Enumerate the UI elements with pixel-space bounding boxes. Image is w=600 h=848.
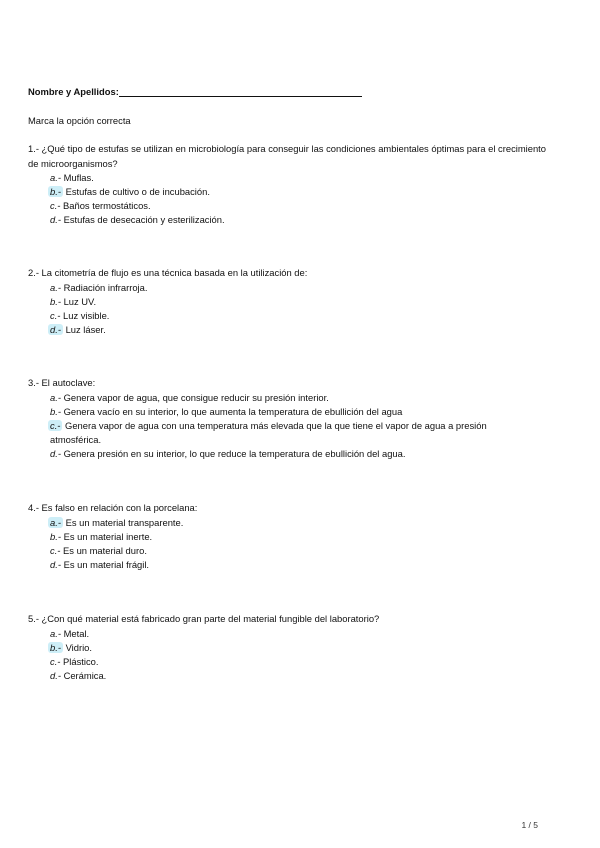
question-text: 3.- El autoclave: — [28, 377, 96, 388]
instruction-text: Marca la opción correcta — [28, 115, 131, 126]
question-text: 2.- La citometría de flujo es una técnica basada en la utilización de: — [28, 267, 308, 278]
options-list — [50, 171, 558, 227]
option-b-marked — [50, 641, 558, 655]
option-letter: a.- — [50, 391, 61, 403]
option-text: Estufas de desecación y esterilización. — [63, 214, 225, 226]
option-text: Estufas de cultivo o de incubación. — [65, 186, 210, 198]
option-letter: c.- — [50, 309, 61, 321]
option-text: Es un material duro. — [63, 544, 147, 556]
question-text: 4.- Es falso en relación con la porcelana: — [28, 502, 198, 513]
option-letter: a.- — [50, 516, 61, 528]
question-text: 1.- ¿Qué tipo de estufas se utilizan en microbiología para conseguir las condiciones ambientales óptimas para el crecimiento de microorganismos? — [28, 143, 546, 169]
option-text: Cerámica. — [63, 669, 107, 681]
question-4 — [28, 501, 558, 572]
option-d — [50, 447, 558, 461]
option-d — [50, 669, 558, 683]
option-letter: d.- — [50, 323, 61, 335]
option-c — [50, 309, 558, 323]
option-a-marked — [50, 516, 558, 530]
option-d — [50, 558, 558, 572]
option-letter: d.- — [50, 558, 61, 570]
option-text: Baños termostáticos. — [63, 200, 151, 212]
option-letter: c.- — [50, 200, 61, 212]
option-text: Es un material transparente. — [65, 516, 184, 528]
options-list — [50, 516, 558, 572]
page-number: 1 / 5 — [521, 820, 538, 830]
option-letter: c.- — [50, 544, 61, 556]
option-c — [50, 544, 558, 558]
name-blank-line — [119, 86, 362, 97]
option-text-continuation: atmosférica. — [50, 433, 102, 445]
option-letter: d.- — [50, 214, 61, 226]
option-letter: b.- — [50, 641, 61, 653]
option-text: Es un material inerte. — [63, 530, 153, 542]
option-text: Plástico. — [63, 655, 99, 667]
option-text: Vidrio. — [65, 641, 92, 653]
option-text: Genera vapor de agua con una temperatura más elevada que la que tiene el vapor de agua a presión — [65, 419, 487, 431]
option-letter: b.- — [50, 295, 61, 307]
option-text: Luz láser. — [65, 323, 106, 335]
option-letter: b.- — [50, 530, 61, 542]
option-text: Luz visible. — [63, 309, 110, 321]
option-b — [50, 530, 558, 544]
option-text: Es un material frágil. — [63, 558, 150, 570]
option-letter: b.- — [50, 405, 61, 417]
option-d-marked — [50, 323, 558, 337]
option-a — [50, 627, 558, 641]
option-a — [50, 391, 558, 405]
option-letter: c.- — [50, 419, 61, 431]
option-letter: a.- — [50, 172, 61, 183]
option-b-marked — [50, 185, 558, 199]
option-a — [50, 281, 558, 295]
question-5 — [28, 612, 558, 683]
option-letter: b.- — [50, 186, 61, 198]
option-text: Luz UV. — [63, 295, 97, 307]
option-text: Metal. — [63, 627, 90, 639]
option-text: Radiación infrarroja. — [63, 281, 148, 293]
option-letter: a.- — [50, 281, 61, 293]
name-label: Nombre y Apellidos: — [28, 86, 119, 97]
option-text: Genera vacío en su interior, lo que aumenta la temperatura de ebullición del agua — [63, 405, 403, 417]
option-c-marked — [50, 419, 558, 447]
option-letter: a.- — [50, 627, 61, 639]
question-text: 5.- ¿Con qué material está fabricado gran parte del material fungible del laboratorio? — [28, 613, 380, 624]
option-b — [50, 405, 558, 419]
question-2 — [28, 266, 558, 337]
option-letter: d.- — [50, 669, 61, 681]
option-a — [50, 171, 558, 185]
option-c — [50, 655, 558, 669]
options-list — [50, 281, 558, 337]
option-text: Genera presión en su interior, lo que reduce la temperatura de ebullición del agua. — [63, 447, 406, 459]
option-letter: d.- — [50, 447, 61, 459]
question-1 — [28, 142, 558, 227]
name-field — [28, 86, 362, 97]
options-list — [50, 391, 558, 461]
question-3 — [28, 376, 558, 461]
option-letter: c.- — [50, 655, 61, 667]
option-text: Genera vapor de agua, que consigue reducir su presión interior. — [63, 391, 329, 403]
option-b — [50, 295, 558, 309]
option-text: Muflas. — [63, 172, 94, 183]
option-c — [50, 199, 558, 213]
options-list — [50, 627, 558, 683]
option-d — [50, 213, 558, 227]
